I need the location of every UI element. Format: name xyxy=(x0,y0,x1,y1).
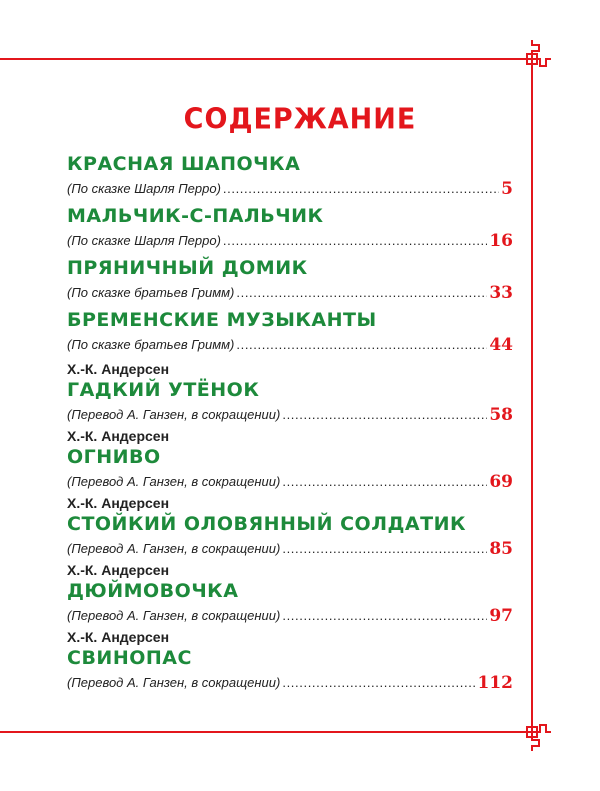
toc-entry[interactable] xyxy=(67,628,513,692)
page-number: 16 xyxy=(489,231,513,251)
toc-entry[interactable] xyxy=(67,360,513,424)
story-title: СВИНОПАС xyxy=(67,647,192,669)
dot-leader xyxy=(223,232,487,250)
story-title: ОГНИВО xyxy=(67,446,161,468)
page-number: 33 xyxy=(489,283,513,303)
dot-leader xyxy=(282,406,487,424)
table-of-contents xyxy=(67,152,513,695)
dot-leader xyxy=(282,674,475,692)
story-note: (По сказке Шарля Перро) xyxy=(67,233,221,248)
toc-entry[interactable] xyxy=(67,494,513,558)
story-note: (Перевод А. Ганзен, в сокращении) xyxy=(67,541,281,556)
story-title: СТОЙКИЙ ОЛОВЯННЫЙ СОЛДАТИК xyxy=(67,513,467,535)
author-name: Х.-К. Андерсен xyxy=(67,495,170,511)
dot-leader xyxy=(236,284,487,302)
story-title: ГАДКИЙ УТЁНОК xyxy=(67,379,260,401)
author-name: Х.-К. Андерсен xyxy=(67,629,170,645)
dot-leader xyxy=(282,607,487,625)
toc-entry[interactable] xyxy=(67,427,513,491)
dot-leader xyxy=(236,336,487,354)
story-note: (Перевод А. Ганзен, в сокращении) xyxy=(67,675,281,690)
story-note: (По сказке братьев Гримм) xyxy=(67,337,235,352)
page-number: 112 xyxy=(477,673,513,693)
story-note: (Перевод А. Ганзен, в сокращении) xyxy=(67,474,281,489)
page-number: 58 xyxy=(489,405,513,425)
story-note: (По сказке Шарля Перро) xyxy=(67,181,221,196)
page-number: 97 xyxy=(489,606,513,626)
page-title: СОДЕРЖАНИЕ xyxy=(183,103,417,136)
story-title: ПРЯНИЧНЫЙ ДОМИК xyxy=(67,257,308,279)
toc-entry[interactable] xyxy=(67,204,513,250)
page-number: 44 xyxy=(489,335,513,355)
toc-entry[interactable] xyxy=(67,256,513,302)
author-name: Х.-К. Андерсен xyxy=(67,428,170,444)
toc-entry[interactable] xyxy=(67,152,513,198)
dot-leader xyxy=(282,473,487,491)
author-name: Х.-К. Андерсен xyxy=(67,562,170,578)
story-title: БРЕМЕНСКИЕ МУЗЫКАНТЫ xyxy=(67,309,377,331)
story-note: (По сказке братьев Гримм) xyxy=(67,285,235,300)
story-note: (Перевод А. Ганзен, в сокращении) xyxy=(67,407,281,422)
story-title: КРАСНАЯ ШАПОЧКА xyxy=(67,153,301,175)
toc-entry[interactable] xyxy=(67,561,513,625)
story-title: ДЮЙМОВОЧКА xyxy=(67,580,239,602)
toc-entry[interactable] xyxy=(67,308,513,354)
page-number: 85 xyxy=(489,539,513,559)
dot-leader xyxy=(223,180,499,198)
dot-leader xyxy=(282,540,487,558)
author-name: Х.-К. Андерсен xyxy=(67,361,170,377)
story-title: МАЛЬЧИК-С-ПАЛЬЧИК xyxy=(67,205,324,227)
story-note: (Перевод А. Ганзен, в сокращении) xyxy=(67,608,281,623)
page-number: 69 xyxy=(489,472,513,492)
page-number: 5 xyxy=(501,179,513,199)
